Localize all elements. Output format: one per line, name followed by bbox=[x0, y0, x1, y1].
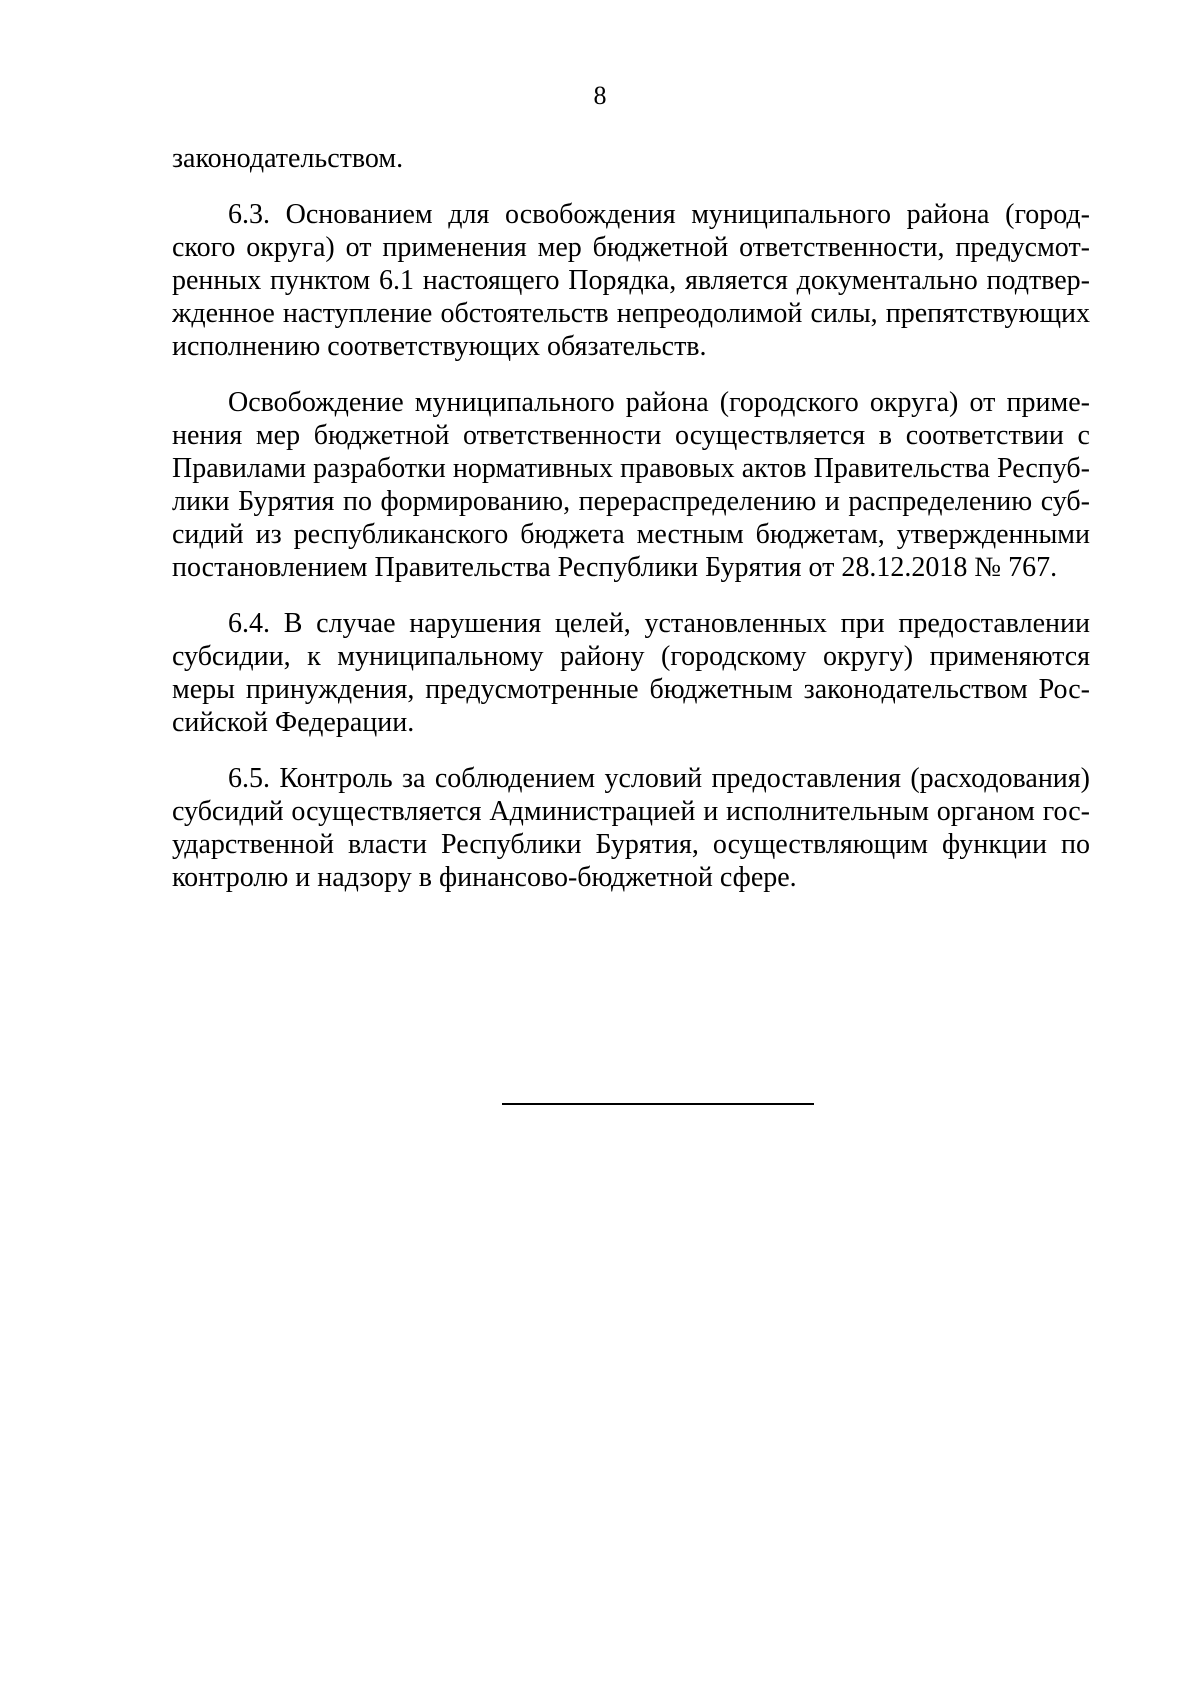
text-line: сийской Федерации. bbox=[172, 707, 415, 738]
text-line: 6.5. Контроль за соблюдением условий предоставления (расходования) bbox=[228, 763, 1090, 794]
text-line: ского округа) от применения мер бюджетной ответственности, предусмот- bbox=[172, 232, 1090, 263]
text-line: ударственной власти Республики Бурятия, осуществляющим функции по bbox=[172, 829, 1090, 860]
text-line: ренных пунктом 6.1 настоящего Порядка, является документально подтвер- bbox=[172, 265, 1090, 296]
text-line: контролю и надзору в финансово-бюджетной сфере. bbox=[172, 862, 797, 893]
text-line: субсидий осуществляется Администрацией и исполнительным органом гос- bbox=[172, 796, 1090, 827]
text-line: 6.4. В случае нарушения целей, установленных при предоставлении bbox=[228, 608, 1090, 639]
text-line: нения мер бюджетной ответственности осуществляется в соответствии с bbox=[172, 420, 1090, 451]
paragraph-6-5 bbox=[172, 762, 1090, 894]
paragraph-exemption bbox=[172, 386, 1090, 584]
document-body bbox=[172, 142, 1090, 894]
paragraph-6-3 bbox=[172, 198, 1090, 363]
text-line: исполнению соответствующих обязательств. bbox=[172, 331, 707, 362]
text-line: законодательством. bbox=[172, 143, 404, 174]
text-line: постановлением Правительства Республики Бурятия от 28.12.2018 № 767. bbox=[172, 552, 1058, 583]
text-line: Правилами разработки нормативных правовых актов Правительства Респуб- bbox=[172, 453, 1090, 484]
text-line: меры принуждения, предусмотренные бюджетным законодательством Рос- bbox=[172, 674, 1090, 705]
paragraph-continuation bbox=[172, 142, 1090, 175]
end-of-document-rule bbox=[502, 1103, 814, 1105]
text-line: 6.3. Основанием для освобождения муниципального района (город- bbox=[228, 199, 1090, 230]
page-number: 8 bbox=[593, 81, 607, 110]
paragraph-6-4 bbox=[172, 607, 1090, 739]
text-line: Освобождение муниципального района (городского округа) от приме- bbox=[228, 387, 1090, 418]
text-line: жденное наступление обстоятельств непреодолимой силы, препятствующих bbox=[172, 298, 1090, 329]
text-line: сидий из республиканского бюджета местным бюджетам, утвержденными bbox=[172, 519, 1090, 550]
text-line: субсидии, к муниципальному району (городскому округу) применяются bbox=[172, 641, 1090, 672]
text-line: лики Бурятия по формированию, перераспределению и распределению суб- bbox=[172, 486, 1090, 517]
